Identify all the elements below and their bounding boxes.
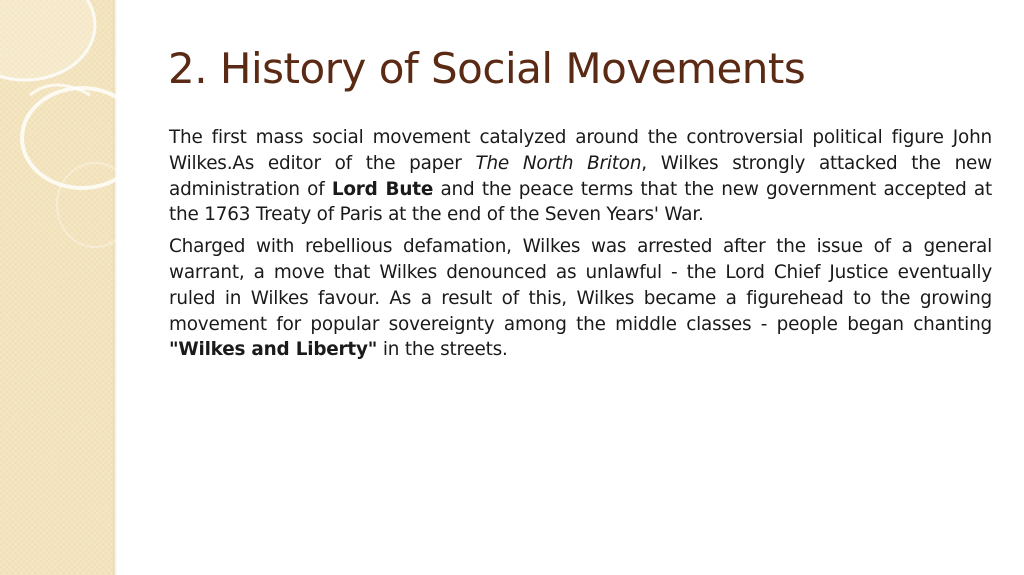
paper-name: The North Briton bbox=[475, 152, 642, 174]
decorative-swirl bbox=[0, 0, 117, 260]
paragraph-1-text-b: , Wilkes strongly attacked the new administration of bbox=[169, 152, 993, 200]
slide-title: 2. History of Social Movements bbox=[168, 44, 806, 93]
paragraph-2-text-a: Charged with rebellious defamation, Wilkes was arrested after the issue of a general warrant, a move that Wilkes denounced as unlawful - the Lord Chief Justice eventually ruled in Wilkes favour. As a result of this, Wilkes became a figurehead to the growing movement for popular sovereignty among the middle classes - people began chanting bbox=[169, 236, 992, 335]
paragraph-1-text-c: and the peace terms that the new government accepted at the 1763 Treaty of Paris at the end of the Seven Years' War. bbox=[169, 178, 992, 226]
wilkes-and-liberty: "Wilkes and Liberty" bbox=[169, 339, 378, 361]
lord-bute: Lord Bute bbox=[331, 178, 434, 200]
paragraph-2-text-b: in the streets. bbox=[377, 339, 508, 361]
paragraph-2 bbox=[169, 234, 992, 363]
slide-body bbox=[169, 125, 992, 369]
paragraph-1 bbox=[169, 125, 992, 228]
paragraph-1-text-a: The first mass social movement catalyzed around the controversial political figure John Wilkes.As editor of the paper bbox=[169, 127, 992, 174]
